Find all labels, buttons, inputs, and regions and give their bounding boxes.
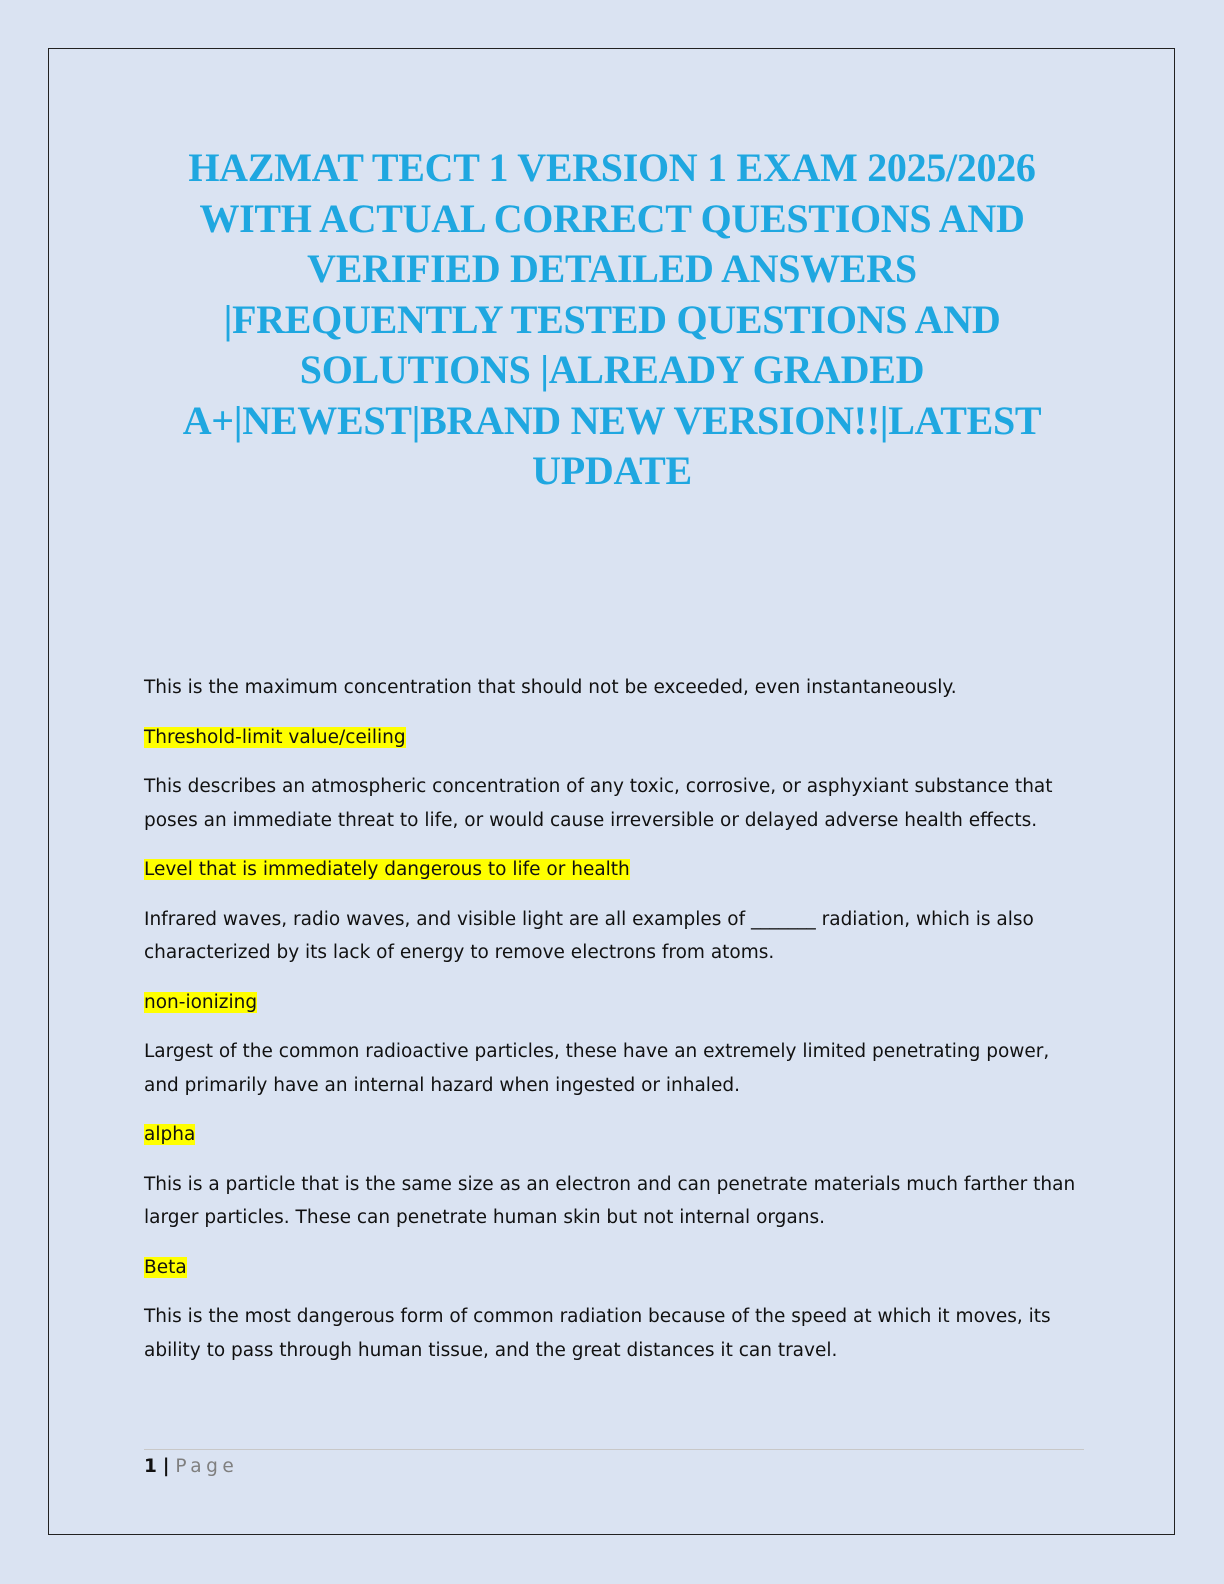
question-text: Infrared waves, radio waves, and visible light are all examples of _______ radiation, which is also characterized by its lack of energy to remove electrons from atoms. — [144, 908, 1034, 963]
question-text: This describes an atmospheric concentration of any toxic, corrosive, or asphyxiant substance that poses an immediate threat to life, or would cause irreversible or delayed adverse health effects. — [144, 776, 1053, 831]
answer-highlight: non-ionizing — [144, 991, 258, 1013]
question-text: This is the most dangerous form of common radiation because of the speed at which it moves, its ability to pass through human tissue, and the great distances it can travel. — [144, 1306, 1051, 1361]
document-title — [130, 143, 1094, 497]
title-line: |FREQUENTLY TESTED QUESTIONS AND — [223, 296, 1001, 342]
answer-highlight: alpha — [144, 1124, 196, 1145]
qa-content — [144, 671, 1084, 1383]
title-line: SOLUTIONS |ALREADY GRADED — [299, 347, 925, 392]
answer-text — [144, 853, 1084, 887]
question-text: This is the maximum concentration that should not be exceeded, even instantaneously. — [144, 677, 957, 698]
page-number: 1 — [144, 1456, 157, 1477]
answer-highlight: Level that is immediately dangerous to life or health — [144, 859, 630, 880]
title-line: WITH ACTUAL CORRECT QUESTIONS AND — [199, 195, 1025, 241]
answer-text — [144, 1251, 1084, 1285]
answer-highlight: Beta — [144, 1256, 187, 1278]
page-footer — [144, 1454, 238, 1480]
answer-text — [144, 986, 1084, 1020]
footer-separator: | — [162, 1456, 170, 1477]
answer-text — [144, 1118, 1084, 1152]
page-label: Page — [175, 1456, 239, 1477]
question-text: This is a particle that is the same size as an electron and can penetrate materials much farther than larger particles. These can penetrate human skin but not internal organs. — [144, 1173, 1076, 1228]
title-line: A+|NEWEST|BRAND NEW VERSION!!|LATEST — [182, 397, 1042, 443]
title-line: UPDATE — [532, 448, 692, 493]
answer-highlight: Threshold-limit value/ceiling — [144, 726, 406, 748]
title-line: VERIFIED DETAILED ANSWERS — [307, 246, 917, 291]
answer-text — [144, 721, 1084, 755]
question-text: Largest of the common radioactive particles, these have an extremely limited penetrating power, and primarily have an internal hazard when ingested or inhaled. — [144, 1041, 1050, 1096]
footer-divider — [144, 1449, 1084, 1450]
title-line: HAZMAT TECT 1 VERSION 1 EXAM 2025/2026 — [188, 145, 1036, 190]
